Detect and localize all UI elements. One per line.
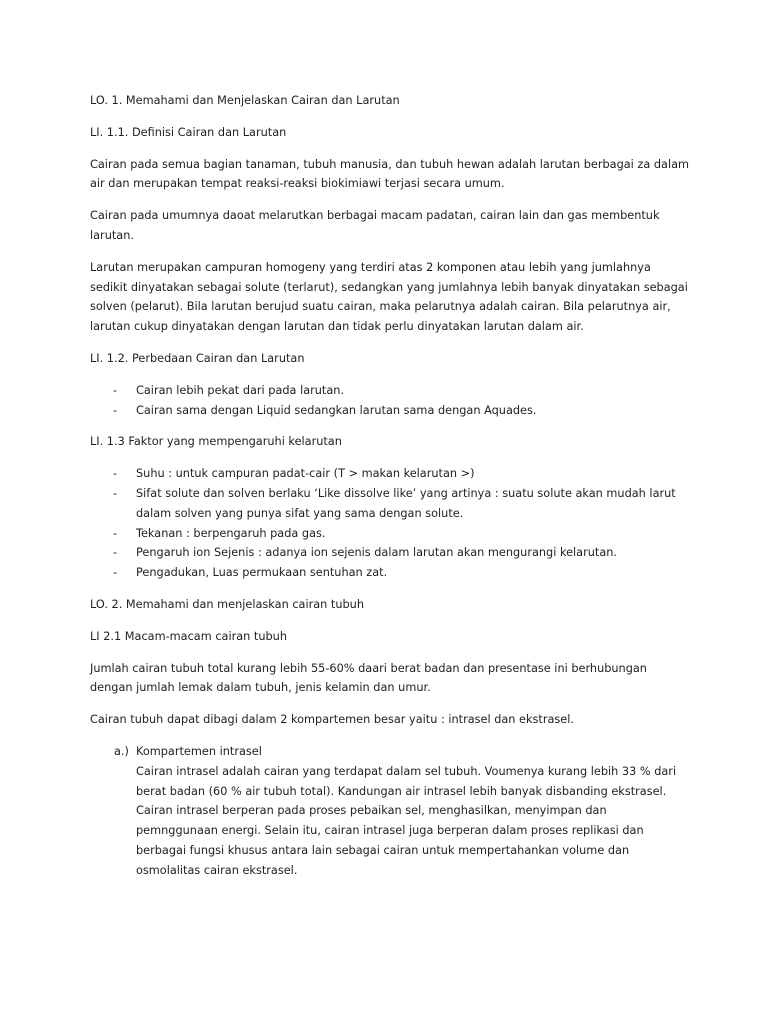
list-item (90, 563, 690, 583)
li11-paragraph: Larutan merupakan campuran homogeny yang terdiri atas 2 komponen atau lebih yang jumlahnya sedikit dinyatakan sebagai solute (terlarut), sedangkan yang jumlahnya lebih banyak dinyatakan sebagai solven (pelarut). Bila larutan berujud suatu cairan, maka pelarutnya adalah cairan. Bila pelarutnya air, larutan cukup dinyatakan dengan larutan dan tidak perlu dinyatakan larutan dalam air. (90, 260, 688, 334)
dash-bullet: - (113, 403, 118, 417)
list-item (90, 381, 690, 401)
li13-heading: LI. 1.3 Faktor yang mempengaruhi kelarutan (90, 435, 342, 449)
list-item (90, 484, 690, 524)
dash-bullet: - (113, 526, 118, 540)
li21-paragraph: Cairan tubuh dapat dibagi dalam 2 kompartemen besar yaitu : intrasel dan ekstrasel. (90, 713, 574, 727)
list-item (90, 543, 690, 563)
lo1-heading: LO. 1. Memahami dan Menjelaskan Cairan dan Larutan (90, 94, 400, 107)
list-item (90, 464, 690, 484)
dash-bullet: - (113, 566, 118, 580)
sub-item-heading: Kompartemen intrasel (136, 744, 262, 758)
list-item (90, 524, 690, 544)
li12-heading: LI. 1.2. Perbedaan Cairan dan Larutan (90, 351, 305, 365)
list-item-text: Cairan sama dengan Liquid sedangkan larutan sama dengan Aquades. (136, 403, 537, 417)
dash-bullet: - (113, 486, 118, 500)
document-body (90, 91, 690, 881)
li13-list (90, 464, 690, 583)
list-item-text: Pengaruh ion Sejenis : adanya ion sejenis dalam larutan akan mengurangi kelarutan. (136, 546, 618, 560)
li21-paragraph: Jumlah cairan tubuh total kurang lebih 55-60% daari berat badan dan presentase ini berhubungan dengan jumlah lemak dalam tubuh, jenis kelamin dan umur. (90, 661, 647, 695)
dash-bullet: - (113, 467, 118, 481)
kompartemen-intrasel-item (90, 742, 690, 881)
list-item-text: Sifat solute dan solven berlaku ‘Like dissolve like’ yang artinya : suatu solute akan mudah larut dalam solven yang punya sifat yang sama dengan solute. (136, 486, 676, 520)
li11-heading: LI. 1.1. Definisi Cairan dan Larutan (90, 125, 287, 139)
list-item-text: Tekanan : berpengaruh pada gas. (136, 526, 326, 540)
dash-bullet: - (113, 546, 118, 560)
dash-bullet: - (113, 383, 118, 397)
li21-heading: LI 2.1 Macam-macam cairan tubuh (90, 629, 287, 643)
list-marker: a.) (114, 744, 129, 758)
list-item-text: Suhu : untuk campuran padat-cair (T > makan kelarutan >) (136, 467, 475, 481)
list-item-text: Pengadukan, Luas permukaan sentuhan zat. (136, 566, 388, 580)
li11-paragraph: Cairan pada umumnya daoat melarutkan berbagai macam padatan, cairan lain dan gas membentuk larutan. (90, 209, 660, 242)
list-item (90, 401, 690, 421)
li12-list (90, 381, 690, 421)
list-item-text: Cairan lebih pekat dari pada larutan. (136, 383, 345, 397)
sub-item-body: Cairan intrasel adalah cairan yang terdapat dalam sel tubuh. Voumenya kurang lebih 33 % dari berat badan (60 % air tubuh total). Kandungan air intrasel lebih banyak disbanding ekstrasel. Cairan intrasel berperan pada proses pebaikan sel, menghasilkan, menyimpan dan pemnggunaan energi. Selain itu, cairan intrasel juga berperan dalam proses replikasi dan berbagai fungsi khusus antara lain sebagai cairan untuk mempertahankan volume dan osmolalitas cairan ekstrasel. (136, 764, 677, 877)
li11-paragraph: Cairan pada semua bagian tanaman, tubuh manusia, dan tubuh hewan adalah larutan berbagai za dalam air dan merupakan tempat reaksi-reaksi biokimiawi terjasi secara umum. (90, 157, 690, 191)
lo2-heading: LO. 2. Memahami dan menjelaskan cairan tubuh (90, 597, 364, 611)
